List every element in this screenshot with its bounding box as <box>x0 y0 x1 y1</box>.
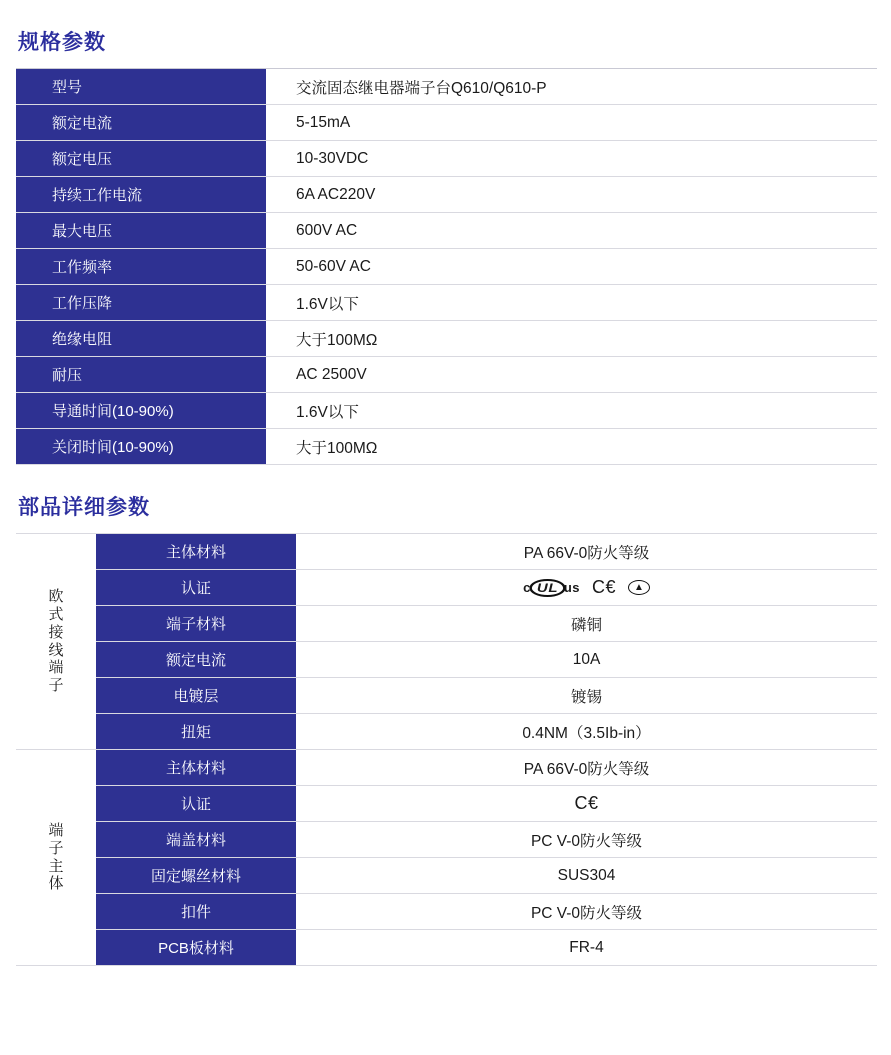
group-char: 线 <box>48 641 64 659</box>
spec-value: 10-30VDC <box>266 141 877 177</box>
spec-key: 最大电压 <box>16 213 266 249</box>
group-char: 接 <box>48 623 64 641</box>
spec-key: 工作压降 <box>16 285 266 321</box>
table-row <box>16 141 877 177</box>
detail-sub-key: 额定电流 <box>96 642 296 678</box>
table-row <box>16 570 877 606</box>
detail-sub-key: 扭矩 <box>96 714 296 750</box>
spec-value: 6A AC220V <box>266 177 877 213</box>
certification-marks <box>574 793 598 814</box>
table-row <box>16 894 877 930</box>
table-row <box>16 786 877 822</box>
table-row <box>16 321 877 357</box>
spec-value: 大于100MΩ <box>266 321 877 357</box>
table-row <box>16 213 877 249</box>
detail-value-certifications <box>296 570 877 606</box>
ul-certification-icon: c UL us <box>523 580 580 595</box>
group-char: 端 <box>48 659 64 677</box>
detail-sub-key: 认证 <box>96 570 296 606</box>
detail-sub-key: 电镀层 <box>96 678 296 714</box>
group-label-euro-terminal <box>16 534 96 750</box>
table-row <box>16 930 877 966</box>
certification-marks <box>523 577 650 598</box>
detail-value: SUS304 <box>296 858 877 894</box>
group-char: 子 <box>48 839 64 857</box>
spec-value: 交流固态继电器端子台Q610/Q610-P <box>266 69 877 105</box>
detail-sub-key: PCB板材料 <box>96 930 296 966</box>
detail-value: 镀锡 <box>296 678 877 714</box>
table-row <box>16 285 877 321</box>
tuv-certification-icon: ▲ <box>628 580 650 595</box>
spec-value: 50-60V AC <box>266 249 877 285</box>
table-row <box>16 714 877 750</box>
spec-key: 额定电压 <box>16 141 266 177</box>
table-row <box>16 249 877 285</box>
table-row <box>16 606 877 642</box>
detail-value-certifications <box>296 786 877 822</box>
detail-value: 0.4NM（3.5Ib-in） <box>296 714 877 750</box>
spec-table-body <box>16 69 877 465</box>
ce-certification-icon: C€ <box>591 577 616 597</box>
table-row <box>16 429 877 465</box>
group-label-terminal-body <box>16 750 96 966</box>
spec-key: 持续工作电流 <box>16 177 266 213</box>
spec-key: 型号 <box>16 69 266 105</box>
spec-value: 600V AC <box>266 213 877 249</box>
detail-table-body <box>16 534 877 966</box>
spec-value: 1.6V以下 <box>266 393 877 429</box>
spec-key: 绝缘电阻 <box>16 321 266 357</box>
group-char: 体 <box>48 875 64 893</box>
detail-value: PC V-0防火等级 <box>296 822 877 858</box>
table-row <box>16 69 877 105</box>
table-row <box>16 177 877 213</box>
spec-key: 额定电流 <box>16 105 266 141</box>
detail-value: PA 66V-0防火等级 <box>296 750 877 786</box>
spec-value: 1.6V以下 <box>266 285 877 321</box>
detail-sub-key: 端子材料 <box>96 606 296 642</box>
detail-sub-key: 主体材料 <box>96 534 296 570</box>
table-row <box>16 393 877 429</box>
detail-sub-key: 固定螺丝材料 <box>96 858 296 894</box>
detail-value: 磷铜 <box>296 606 877 642</box>
detail-sub-key: 主体材料 <box>96 750 296 786</box>
group-char: 主 <box>48 857 64 875</box>
detail-value: PA 66V-0防火等级 <box>296 534 877 570</box>
table-row <box>16 534 877 570</box>
table-row <box>16 858 877 894</box>
group-char: 式 <box>48 606 64 624</box>
group-char: 欧 <box>48 588 64 606</box>
table-row <box>16 678 877 714</box>
detail-sub-key: 端盖材料 <box>96 822 296 858</box>
spec-value: AC 2500V <box>266 357 877 393</box>
table-row <box>16 105 877 141</box>
detail-sub-key: 扣件 <box>96 894 296 930</box>
spec-key: 关闭时间(10-90%) <box>16 429 266 465</box>
detail-table <box>16 533 877 966</box>
group-char: 端 <box>48 822 64 840</box>
spec-value: 大于100MΩ <box>266 429 877 465</box>
spec-key: 耐压 <box>16 357 266 393</box>
ce-certification-icon: C€ <box>574 793 599 813</box>
detail-value: PC V-0防火等级 <box>296 894 877 930</box>
table-row <box>16 357 877 393</box>
spec-value: 5-15mA <box>266 105 877 141</box>
spec-key: 导通时间(10-90%) <box>16 393 266 429</box>
table-row <box>16 750 877 786</box>
detail-sub-key: 认证 <box>96 786 296 822</box>
spec-table <box>16 68 877 465</box>
detail-value: 10A <box>296 642 877 678</box>
detail-section-title: 部品详细参数 <box>18 496 150 519</box>
spec-key: 工作频率 <box>16 249 266 285</box>
group-char: 子 <box>48 676 64 694</box>
detail-value: FR-4 <box>296 930 877 966</box>
table-row <box>16 642 877 678</box>
table-row <box>16 822 877 858</box>
spec-section-title: 规格参数 <box>18 31 106 54</box>
